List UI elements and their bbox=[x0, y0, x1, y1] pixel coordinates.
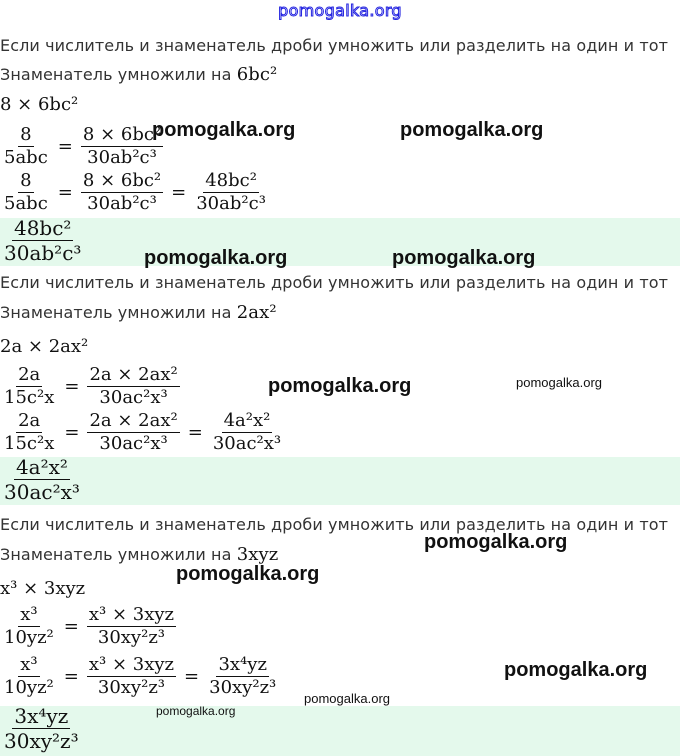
original-fraction bbox=[2, 126, 50, 167]
multiplier-line-3 bbox=[0, 544, 278, 565]
denominator: 30xy²z³ bbox=[97, 627, 166, 648]
denominator: 30ab²c³ bbox=[4, 241, 82, 265]
original-fraction bbox=[2, 656, 56, 697]
answer-band-2 bbox=[0, 457, 680, 505]
numerator: 2a bbox=[18, 364, 41, 385]
watermark-text: pomogalka.org bbox=[176, 563, 320, 585]
equals-sign: = bbox=[187, 422, 203, 443]
multiplied-fraction bbox=[87, 366, 179, 407]
numerator: x³ bbox=[20, 654, 38, 675]
numerator: 2a × 2ax² bbox=[89, 364, 178, 385]
watermark-text: pomogalka.org bbox=[156, 704, 236, 718]
denominator: 30ac²x³ bbox=[4, 480, 80, 504]
answer-fraction-2 bbox=[2, 457, 82, 505]
watermark-text: pomogalka.org bbox=[304, 691, 390, 706]
numerator: 2a × 2ax² bbox=[89, 410, 178, 431]
multiplied-fraction bbox=[81, 172, 163, 213]
multiplier-label: Знаменатель умножили на bbox=[0, 65, 232, 84]
numerator: 48bc² bbox=[13, 218, 72, 240]
numerator: 4a²x² bbox=[15, 457, 68, 479]
denominator: 15c²x bbox=[4, 387, 55, 408]
multiplier-value: 2ax² bbox=[236, 302, 277, 323]
result-fraction bbox=[207, 656, 278, 697]
denominator: 30xy²z³ bbox=[4, 729, 79, 753]
equals-sign: = bbox=[57, 182, 73, 203]
multiplier-value: 6bc² bbox=[236, 64, 278, 85]
original-fraction bbox=[2, 606, 56, 647]
fraction-equation-3a bbox=[2, 606, 176, 647]
fraction-equation-1a bbox=[2, 126, 163, 167]
fraction-equation-1b bbox=[2, 172, 268, 213]
result-fraction bbox=[211, 412, 283, 453]
answer-fraction-1 bbox=[2, 218, 83, 266]
equals-sign: = bbox=[57, 136, 73, 157]
equals-sign: = bbox=[64, 376, 80, 397]
equals-sign: = bbox=[64, 422, 80, 443]
fraction-equation-2a bbox=[2, 366, 180, 407]
denominator: 30ac²x³ bbox=[212, 433, 282, 454]
multiplied-fraction bbox=[87, 606, 176, 647]
original-fraction bbox=[2, 172, 50, 213]
site-title[interactable]: pomogalka.org bbox=[278, 1, 402, 20]
numerator: 48bc² bbox=[205, 170, 257, 191]
watermark-text: pomogalka.org bbox=[504, 659, 648, 681]
intro-text-1: Если числитель и знаменатель дроби умножить или разделить на один и тот bbox=[0, 36, 669, 55]
answer-band-3 bbox=[0, 706, 680, 756]
product-expression-1: 8 × 6bc² bbox=[0, 94, 79, 115]
numerator: 8 bbox=[20, 124, 32, 145]
watermark-text: pomogalka.org bbox=[392, 247, 536, 269]
multiplied-fraction bbox=[87, 412, 179, 453]
denominator: 10yz² bbox=[4, 627, 54, 648]
multiplier-value: 3xyz bbox=[236, 544, 279, 565]
intro-text-3: Если числитель и знаменатель дроби умножить или разделить на один и тот bbox=[0, 515, 669, 534]
fraction-equation-2b bbox=[2, 412, 283, 453]
denominator: 30ac²x³ bbox=[99, 433, 168, 454]
numerator: x³ × 3xyz bbox=[88, 654, 175, 675]
equals-sign: = bbox=[63, 666, 79, 687]
numerator: 8 bbox=[20, 170, 32, 191]
denominator: 30ab²c³ bbox=[87, 147, 157, 168]
denominator: 30ab²c³ bbox=[87, 193, 157, 214]
watermark-text: pomogalka.org bbox=[400, 119, 544, 141]
multiplier-label: Знаменатель умножили на bbox=[0, 545, 232, 564]
numerator: x³ × 3xyz bbox=[88, 604, 175, 625]
original-fraction bbox=[2, 366, 56, 407]
result-fraction bbox=[194, 172, 268, 213]
equals-sign: = bbox=[184, 666, 200, 687]
product-expression-3: x³ × 3xyz bbox=[0, 578, 86, 599]
numerator: 3x⁴yz bbox=[14, 706, 69, 728]
denominator: 30xy²z³ bbox=[97, 677, 166, 698]
multiplied-fraction bbox=[81, 126, 163, 167]
watermark-text: pomogalka.org bbox=[424, 531, 568, 553]
denominator: 30xy²z³ bbox=[209, 677, 277, 698]
denominator: 30ac²x³ bbox=[99, 387, 168, 408]
multiplied-fraction bbox=[87, 656, 176, 697]
fraction-equation-3b bbox=[2, 656, 278, 697]
answer-fraction-3 bbox=[2, 706, 81, 756]
watermark-text: pomogalka.org bbox=[144, 247, 288, 269]
watermark-text: pomogalka.org bbox=[516, 375, 602, 390]
watermark-text: pomogalka.org bbox=[152, 119, 296, 141]
numerator: x³ bbox=[20, 604, 38, 625]
denominator: 30ab²c³ bbox=[196, 193, 266, 214]
answer-band-1 bbox=[0, 218, 680, 266]
multiplier-label: Знаменатель умножили на bbox=[0, 303, 232, 322]
denominator: 15c²x bbox=[4, 433, 55, 454]
numerator: 3x⁴yz bbox=[218, 654, 267, 675]
intro-text-2: Если числитель и знаменатель дроби умножить или разделить на один и тот bbox=[0, 273, 669, 292]
denominator: 10yz² bbox=[4, 677, 54, 698]
numerator: 8 × 6bc² bbox=[82, 124, 162, 145]
denominator: 5abc bbox=[4, 147, 48, 168]
denominator: 5abc bbox=[4, 193, 48, 214]
numerator: 8 × 6bc² bbox=[82, 170, 162, 191]
equals-sign: = bbox=[171, 182, 187, 203]
multiplier-line-2 bbox=[0, 302, 277, 323]
multiplier-line-1 bbox=[0, 64, 277, 85]
numerator: 2a bbox=[18, 410, 41, 431]
product-expression-2: 2a × 2ax² bbox=[0, 336, 89, 357]
numerator: 4a²x² bbox=[223, 410, 271, 431]
watermark-text: pomogalka.org bbox=[268, 375, 412, 397]
original-fraction bbox=[2, 412, 56, 453]
equals-sign: = bbox=[63, 616, 79, 637]
